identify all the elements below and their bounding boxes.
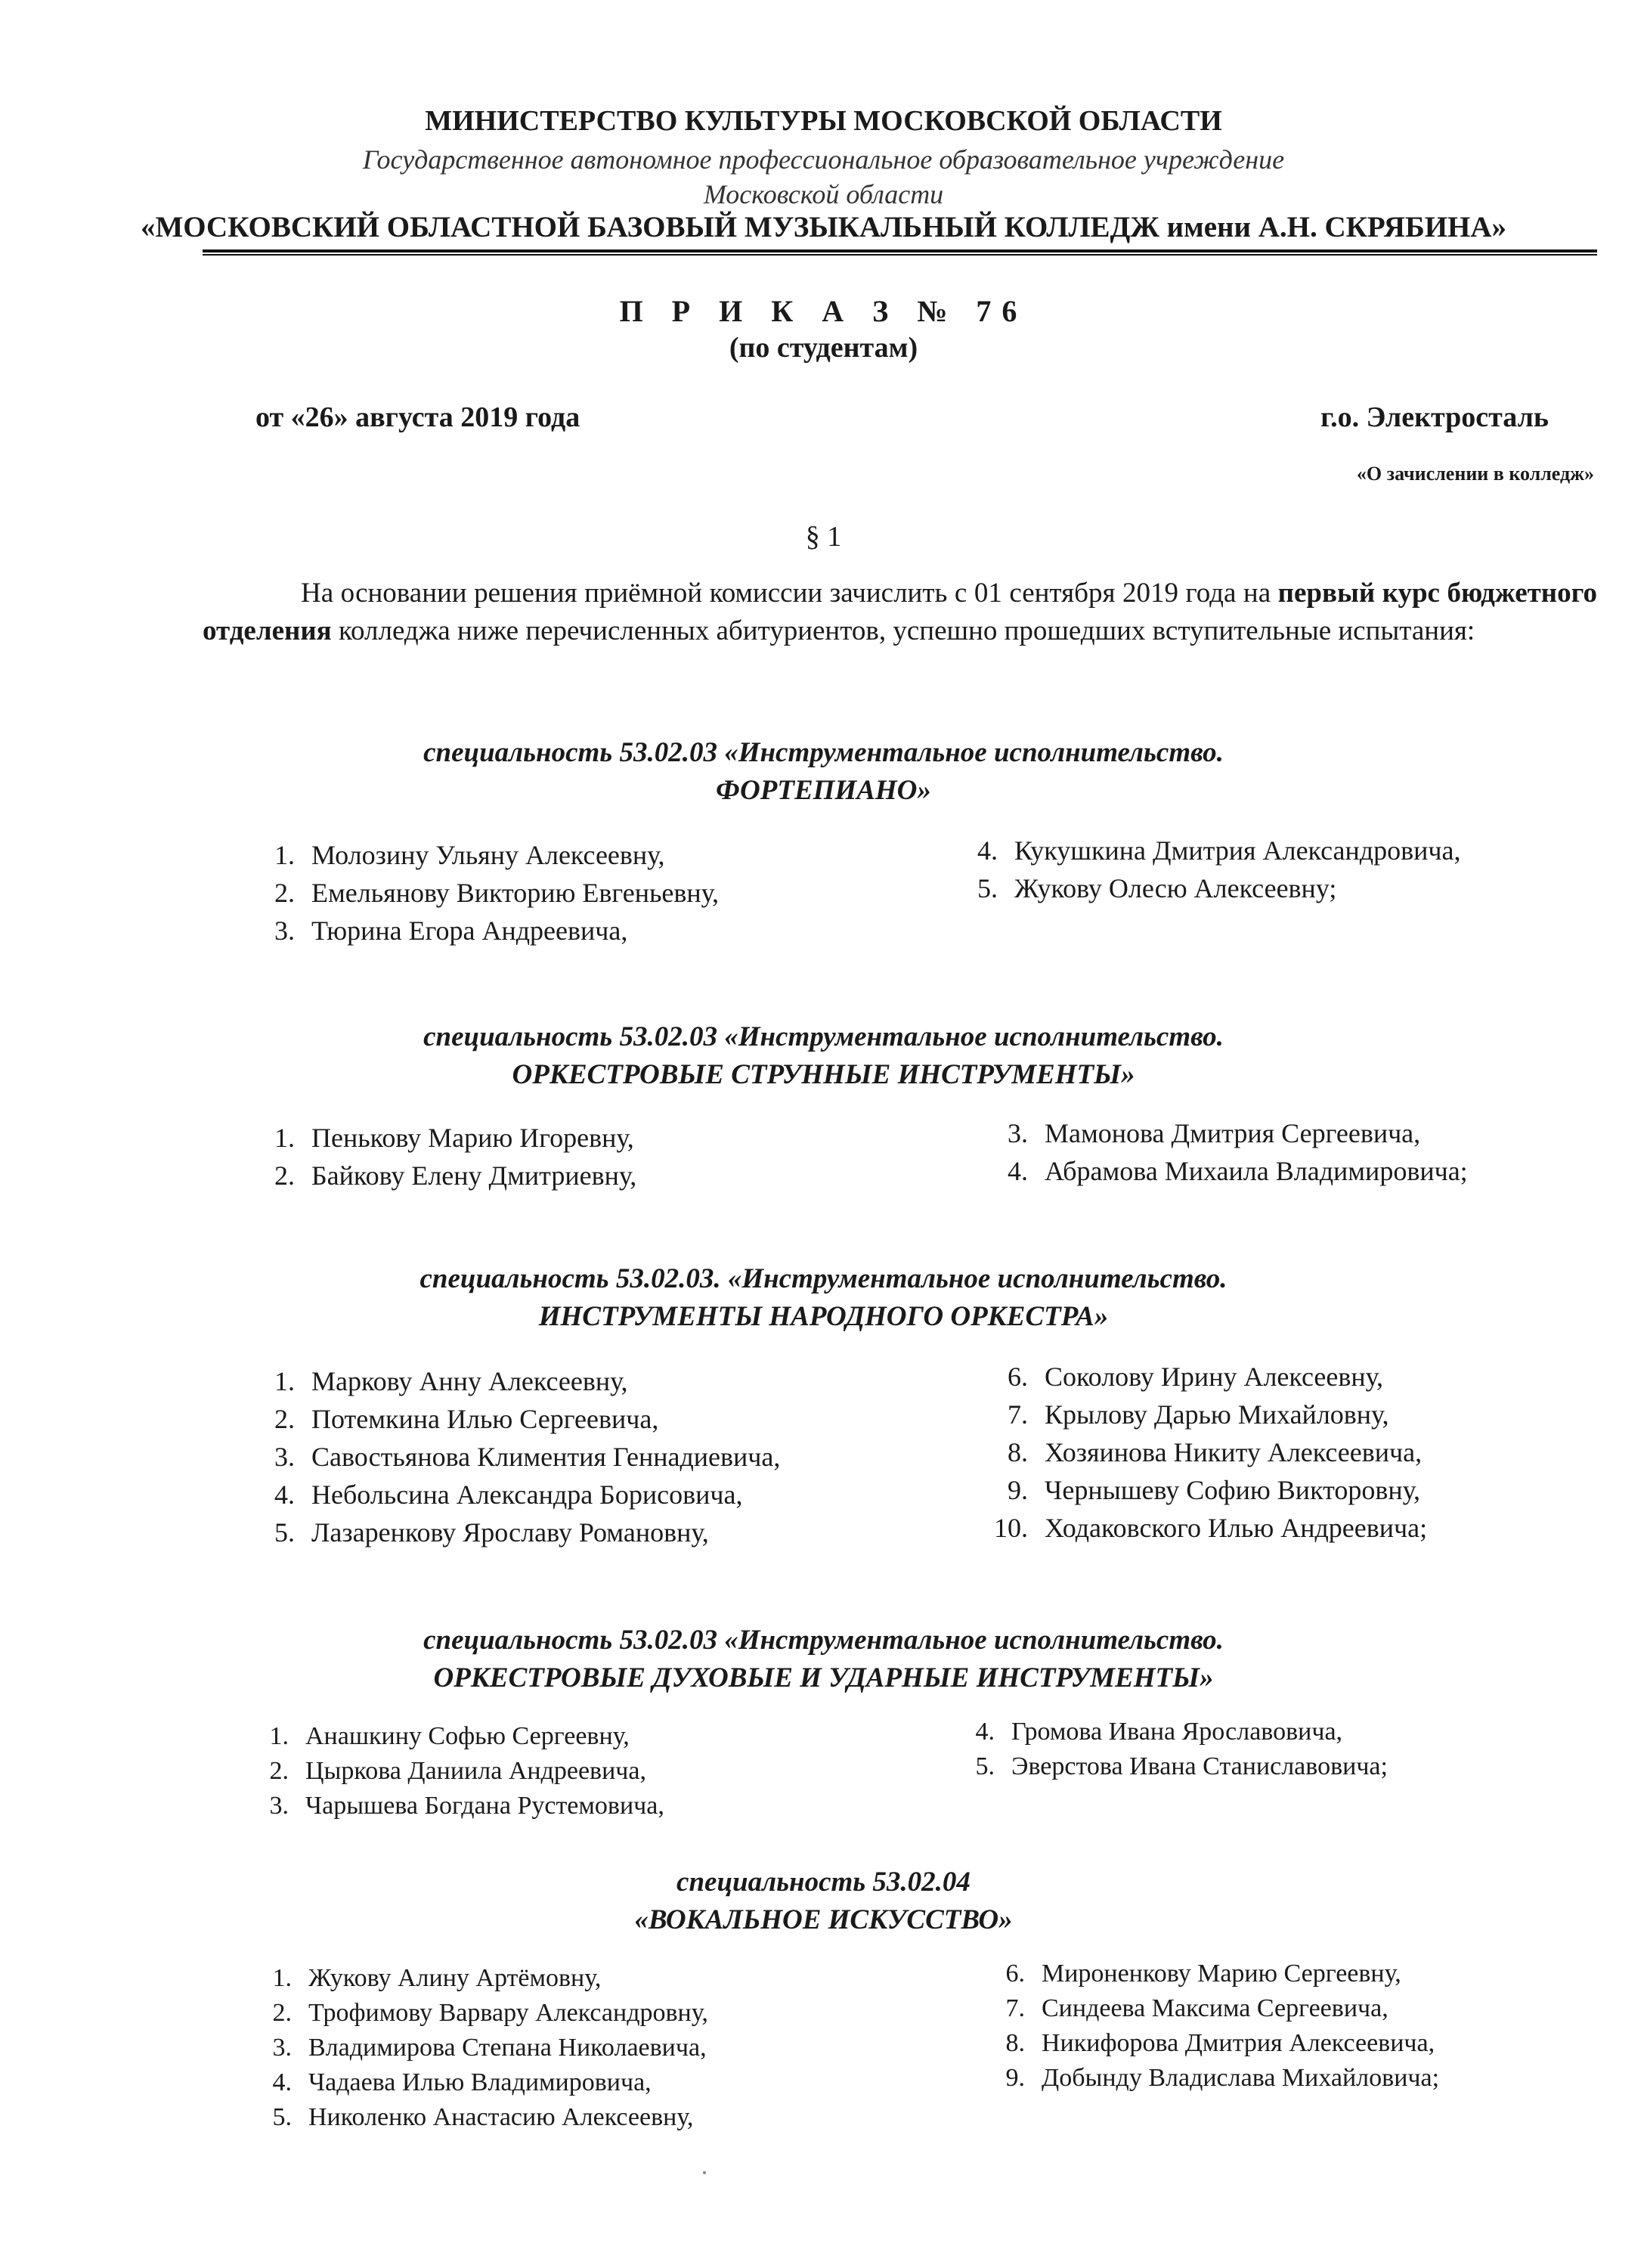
list-item: 8. Никифорова Дмитрия Алексеевича, xyxy=(1005,2029,1435,2057)
list-item: 5. Жукову Олесю Алексеевну; xyxy=(977,873,1337,903)
list-item: 3. Тюрина Егора Андреевича, xyxy=(274,916,628,946)
section-2-list-left xyxy=(249,1119,636,1194)
ministry-header: МИНИСТЕРСТВО КУЛЬТУРЫ МОСКОВСКОЙ ОБЛАСТИ xyxy=(425,105,1222,137)
list-item: 2. Цыркова Даниила Андреевича, xyxy=(269,1757,646,1785)
intro-bold-course: курс бюджетного отделения xyxy=(203,578,1598,646)
list-item: 4. Громова Ивана Ярославовича, xyxy=(975,1718,1343,1746)
intro-end: колледжа ниже перечисленных абитуриентов, успешно прошедших вступительные испытания: xyxy=(331,615,1475,646)
list-item: 9. Добынду Владислава Михайловича; xyxy=(1005,2064,1440,2092)
section-1-title: ФОРТЕПИАНО» xyxy=(716,775,931,806)
list-item: 1. Молозину Ульяну Алексеевну, xyxy=(274,840,665,870)
section-5-spec: специальность 53.02.04 xyxy=(676,1867,971,1898)
list-item: 1. Жукову Алину Артёмовну, xyxy=(272,1964,602,1992)
intro-bold-first: первый xyxy=(1277,578,1376,609)
section-3-spec: специальность 53.02.03. «Инструментальное исполнительство. xyxy=(419,1263,1228,1294)
section-4-spec: специальность 53.02.03 «Инструментальное исполнительство. xyxy=(423,1625,1224,1656)
list-item: 5. Николенко Анастасию Алексеевну, xyxy=(272,2103,694,2131)
list-item: 2. Трофимову Варвару Александровну, xyxy=(272,1999,708,2027)
list-item: 5. Эверстова Ивана Станиславовича; xyxy=(975,1752,1388,1780)
institution-type: Государственное автономное профессиональное образовательное учреждение xyxy=(362,144,1285,175)
list-item: 2. Байкову Елену Дмитриевну, xyxy=(274,1160,637,1191)
list-item: 6. Соколову Ирину Алексеевну, xyxy=(1008,1362,1384,1392)
list-item: 9. Чернышеву Софию Викторовну, xyxy=(1008,1475,1421,1505)
list-item: 4. Чадаева Илью Владимировича, xyxy=(272,2068,652,2096)
section-3-title: ИНСТРУМЕНТЫ НАРОДНОГО ОРКЕСТРА» xyxy=(538,1301,1109,1332)
college-name: «МОСКОВСКИЙ ОБЛАСТНОЙ БАЗОВЫЙ МУЗЫКАЛЬНЫЙ КОЛЛЕДЖ имени А.Н. СКРЯБИНА» xyxy=(140,211,1507,243)
list-item: 5. Лазаренкову Ярославу Романовну, xyxy=(274,1517,709,1548)
list-item: 4. Небольсина Александра Борисовича, xyxy=(274,1479,743,1510)
section-2-spec: специальность 53.02.03 «Инструментальное исполнительство. xyxy=(423,1021,1224,1052)
list-item: 10. Ходаковского Илью Андреевича; xyxy=(994,1513,1428,1543)
list-item: 2. Емельянову Викторию Евгеньевну, xyxy=(274,878,720,908)
order-city: г.о. Электросталь xyxy=(1320,401,1549,433)
section-5-list-right xyxy=(983,1957,1439,2096)
section-1-list-right xyxy=(952,832,1460,907)
list-item: 1. Анашкину Софью Сергеевну, xyxy=(269,1722,630,1750)
order-title: П Р И К А З № 76 xyxy=(619,294,1028,328)
section-5-list-left xyxy=(249,1961,708,2135)
list-item: 3. Савостьянова Климентия Геннадиевича, xyxy=(274,1442,781,1472)
list-item: 4. Абрамова Михаила Владимировича; xyxy=(1008,1156,1468,1186)
section-2-list-right xyxy=(983,1114,1468,1190)
section-4-list-left xyxy=(246,1719,664,1823)
section-4-list-right xyxy=(952,1715,1388,1784)
paragraph-sign: § 1 xyxy=(805,521,842,553)
order-subtitle: (по студентам) xyxy=(729,332,918,364)
list-item: 3. Владимирова Степана Николаевича, xyxy=(272,2034,707,2062)
section-1-spec: специальность 53.02.03 «Инструментальное исполнительство. xyxy=(423,737,1224,768)
list-item: 6. Мироненкову Марию Сергеевну, xyxy=(1005,1960,1401,1988)
order-subject: «О зачислении в колледж» xyxy=(1356,463,1594,485)
list-item: 8. Хозяинова Никиту Алексеевича, xyxy=(1008,1437,1423,1467)
list-item: 3. Мамонова Дмитрия Сергеевича, xyxy=(1008,1118,1421,1148)
section-3-list-right xyxy=(983,1358,1427,1547)
intro-start: На основании решения приёмной комиссии зачислить с 01 сентября 2019 года на xyxy=(301,578,1278,609)
list-item: 1. Пенькову Марию Игоревну, xyxy=(274,1123,634,1153)
section-1-list-left xyxy=(249,836,719,950)
section-5-title: «ВОКАЛЬНОЕ ИСКУССТВО» xyxy=(634,1904,1013,1935)
header-divider xyxy=(203,249,1597,253)
section-3-list-left xyxy=(249,1362,780,1551)
order-date: от «26» августа 2019 года xyxy=(255,401,580,433)
list-item: 7. Синдеева Максима Сергеевича, xyxy=(1005,1994,1388,2022)
section-4-title: ОРКЕСТРОВЫЕ ДУХОВЫЕ И УДАРНЫЕ ИНСТРУМЕНТЫ» xyxy=(433,1662,1214,1693)
list-item: 3. Чарышева Богдана Рустемовича, xyxy=(269,1792,664,1820)
section-2-title: ОРКЕСТРОВЫЕ СТРУННЫЕ ИНСТРУМЕНТЫ» xyxy=(512,1059,1135,1090)
list-item: 7. Крылову Дарью Михайловну, xyxy=(1008,1399,1389,1430)
scan-speck xyxy=(703,2171,706,2174)
list-item: 2. Потемкина Илью Сергеевича, xyxy=(274,1404,659,1434)
list-item: 1. Маркову Анну Алексеевну, xyxy=(274,1366,628,1396)
list-item: 4. Кукушкина Дмитрия Александровича, xyxy=(977,835,1461,866)
institution-region: Московской области xyxy=(703,179,944,209)
header-divider-thin xyxy=(203,254,1597,256)
order-body xyxy=(203,575,1597,650)
